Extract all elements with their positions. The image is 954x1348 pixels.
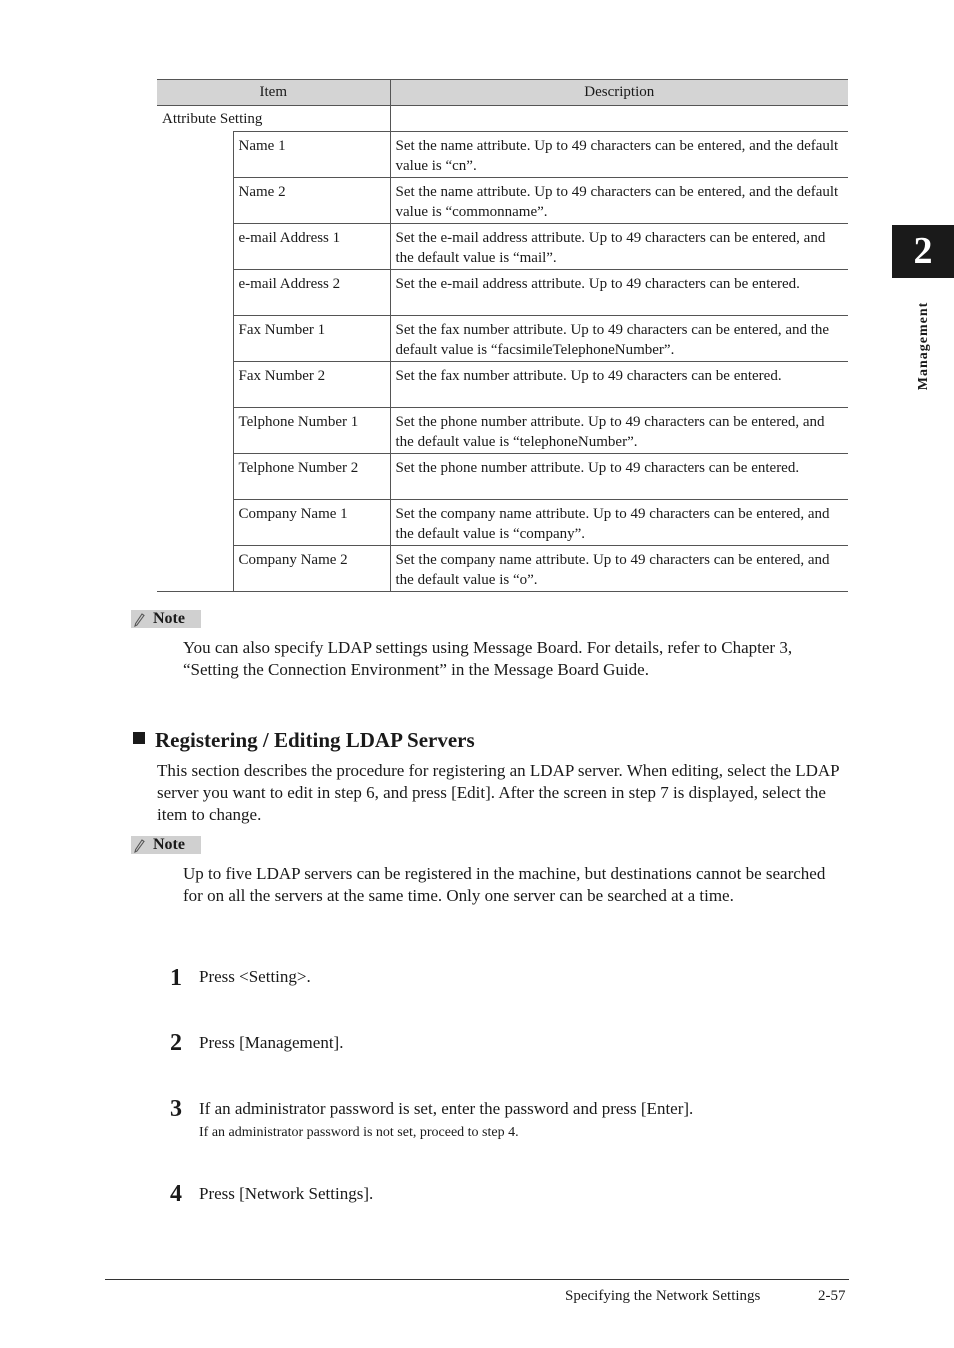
step-text: Press [Management]. [199,1033,344,1052]
table-row [157,224,848,270]
step-subtext: If an administrator password is not set, proceed to step 4. [199,1125,519,1140]
table-row [157,132,848,178]
description-cell: Set the company name attribute. Up to 49 characters can be entered, and the default value is “company”. [390,500,848,546]
section-intro: This section describes the procedure for registering an LDAP server. When editing, select the LDAP server you want to edit in step 6, and press [Edit]. After the screen in step 7 is displayed, select the item to change. [157,761,840,824]
description-cell: Set the phone number attribute. Up to 49 characters can be entered. [390,454,848,500]
step-text: Press <Setting>. [199,967,311,986]
chapter-label: Management [916,301,931,391]
item-cell: e-mail Address 2 [233,270,390,316]
table-row [157,362,848,408]
description-cell: Set the company name attribute. Up to 49 characters can be entered, and the default value is “o”. [390,546,848,592]
item-cell: Name 1 [233,132,390,178]
step-text: If an administrator password is set, enter the password and press [Enter]. [199,1099,694,1118]
header-item: Item [157,80,390,106]
description-cell: Set the fax number attribute. Up to 49 characters can be entered, and the default value is “facsimileTelephoneNumber”. [390,316,848,362]
table-row [157,500,848,546]
note-label: Note [131,610,201,628]
step-number: 1 [170,965,182,991]
item-cell: e-mail Address 1 [233,224,390,270]
pencil-icon [131,836,149,854]
table-row [157,316,848,362]
description-cell: Set the name attribute. Up to 49 characters can be entered, and the default value is “commonname”. [390,178,848,224]
table-header-row [157,80,848,106]
note-text: You can also specify LDAP settings using Message Board. For details, refer to Chapter 3, “Setting the Connection Environment” in the Message Board Guide. [183,638,793,679]
footer-title: Specifying the Network Settings [565,1288,761,1304]
square-bullet-icon [133,732,145,744]
table-row [157,178,848,224]
attribute-table [157,79,848,592]
description-cell: Set the e-mail address attribute. Up to 49 characters can be entered, and the default value is “mail”. [390,224,848,270]
step-number: 2 [170,1030,182,1056]
item-cell: Company Name 1 [233,500,390,546]
group-label: Attribute Setting [157,106,390,132]
description-cell: Set the fax number attribute. Up to 49 characters can be entered. [390,362,848,408]
item-cell: Telphone Number 2 [233,454,390,500]
header-description: Description [390,80,848,106]
description-cell: Set the name attribute. Up to 49 characters can be entered, and the default value is “cn”. [390,132,848,178]
group-row [157,106,848,132]
item-cell: Company Name 2 [233,546,390,592]
item-cell: Telphone Number 1 [233,408,390,454]
table-row [157,546,848,592]
step-number: 3 [170,1096,182,1122]
note-text: Up to five LDAP servers can be registered in the machine, but destinations cannot be searched for on all the servers at the same time. Only one server can be searched at a time. [183,864,826,905]
table-row [157,270,848,316]
footer-divider [105,1279,849,1280]
pencil-icon [131,610,149,628]
item-cell: Fax Number 2 [233,362,390,408]
note-label: Note [131,836,201,854]
page-number: 2-57 [818,1288,846,1304]
table-row [157,454,848,500]
section-heading: Registering / Editing LDAP Servers [133,727,475,753]
item-cell: Name 2 [233,178,390,224]
item-cell: Fax Number 1 [233,316,390,362]
step-number: 4 [170,1181,182,1207]
chapter-number-tab: 2 [892,225,954,278]
step-text: Press [Network Settings]. [199,1184,374,1203]
table-row [157,408,848,454]
description-cell: Set the e-mail address attribute. Up to 49 characters can be entered. [390,270,848,316]
description-cell: Set the phone number attribute. Up to 49 characters can be entered, and the default value is “telephoneNumber”. [390,408,848,454]
